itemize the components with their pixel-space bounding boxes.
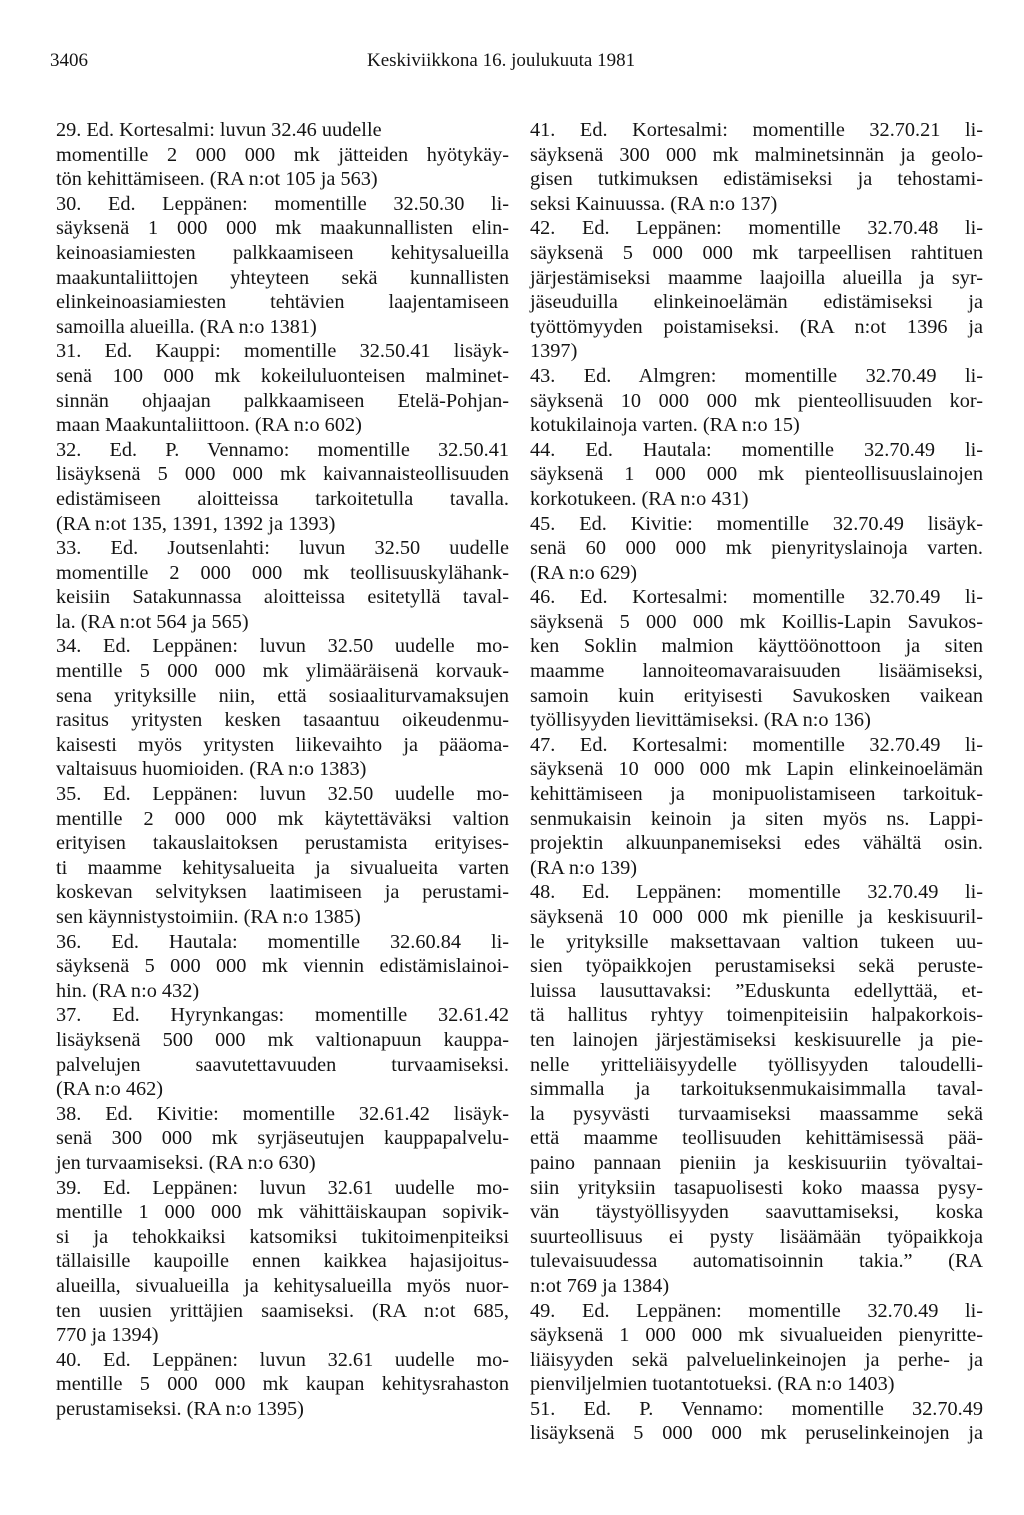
text-line: hin. (RA n:o 432) [56,979,200,1002]
motion-entry [56,536,509,634]
text-line: le yrityksille maksettavaan valtion tukeen uu- [530,930,983,953]
motion-entry [530,1299,983,1397]
motion-entry [56,634,509,782]
text-line: rasitus yritysten kesken tasaantuu oikeudenmu- [56,709,509,732]
text-line: 31. Ed. Kauppi: momentille 32.50.41 lisäyk- [56,340,509,363]
text-line: 40. Ed. Leppänen: luvun 32.61 uudelle mo- [56,1348,509,1371]
text-line: 36. Ed. Hautala: momentille 32.60.84 li- [56,930,509,953]
text-line: alueilla, sivualueilla ja kehitysalueilla myös nuor- [56,1274,509,1297]
text-line: työttömyyden poistamiseksi. (RA n:ot 1396 ja [530,315,983,338]
text-line: säyksenä 1 000 000 mk sivualueiden pienyritte- [530,1324,983,1347]
text-line: palvelujen saavutettavuuden turvaamiseksi. [56,1053,509,1076]
text-line: lisäyksenä 5 000 000 mk kaivannaisteollisuuden [56,463,509,486]
motion-entry [56,1348,509,1422]
text-line: la pysyvästi turvaamiseksi maassamme sekä [530,1102,983,1125]
text-line: valtaisuus huomioiden. (RA n:o 1383) [56,758,367,781]
text-line: samoin kuin erityisesti Savukosken vaikean [530,684,983,707]
text-line: säyksenä 5 000 000 mk viennin edistämislainoi- [56,955,509,978]
text-line: ti maamme kehitysalueita ja sivualueita varten [56,856,509,879]
text-line: suurteollisuus ei pysty lisäämään työpaikkoja [530,1225,983,1248]
text-line: tä hallitus ryhtyy toimenpiteisiin halpakorkois- [530,1004,983,1027]
motion-entry [530,585,983,733]
text-line: säyksenä 1 000 000 mk maakunnallisten elin- [56,217,509,240]
text-line: senmukaisin keinoin ja siten myös ns. Lappi- [530,807,983,830]
text-line: työllisyyden lievittämiseksi. (RA n:o 136) [530,709,871,732]
text-line: n:ot 769 ja 1384) [530,1274,670,1297]
text-line: (RA n:o 139) [530,856,638,879]
text-line: lisäyksenä 500 000 mk valtionapuun kauppa- [56,1028,509,1051]
text-line: si ja tehokkaiksi katsomiksi tukitoimenpiteiksi [56,1225,509,1248]
text-line: 45. Ed. Kivitie: momentille 32.70.49 lisäyk- [530,512,983,535]
motion-entry [56,192,509,340]
text-line: säyksenä 5 000 000 mk tarpeellisen rahtituen [530,241,983,264]
text-line: järjestämiseksi maamme laajoilla alueilla ja syr- [530,266,983,289]
motion-entry [56,339,509,437]
motion-entry [530,364,983,438]
text-line: samoilla alueilla. (RA n:o 1381) [56,315,317,338]
text-line: tön kehittämiseen. (RA n:ot 105 ja 563) [56,168,378,191]
text-line: sen käynnistystoimiin. (RA n:o 1385) [56,906,361,928]
text-line: säyksenä 300 000 mk malminetsinnän ja geolo- [530,143,983,166]
text-line: 48. Ed. Leppänen: momentille 32.70.49 li- [530,881,983,904]
text-line: että maamme teollisuuden kehittämisessä pää- [530,1127,983,1150]
text-line: nelle yritteliäisyydelle työllisyyden taloudelli- [530,1053,983,1076]
text-line: säyksenä 10 000 000 mk pienille ja keskisuuril- [530,906,983,928]
text-line: lisäyksenä 5 000 000 mk peruselinkeinojen ja [530,1422,983,1445]
text-line: seksi Kainuussa. (RA n:o 137) [530,192,778,215]
text-line: la. (RA n:ot 564 ja 565) [56,610,249,633]
text-line: 1397) [530,340,578,363]
text-line: koskevan selvityksen laatimiseen ja perustami- [56,881,509,904]
text-line: senä 300 000 mk syrjäseutujen kauppapalvelu- [56,1127,509,1150]
text-line: tulevaisuudessa automatisoinnin takia.” (RA [530,1250,983,1273]
text-line: kehittämiseen ja monipuolistamiseen tarkoituk- [530,783,983,806]
text-line: liäisyyden sekä palveluelinkeinojen ja perhe- ja [530,1348,983,1371]
text-line: maamme lannoiteomavaraisuuden lisäämiseksi, [530,660,983,683]
text-line: 43. Ed. Almgren: momentille 32.70.49 li- [530,364,983,387]
text-line: korkotukeen. (RA n:o 431) [530,487,749,510]
text-line: 38. Ed. Kivitie: momentille 32.61.42 lisäyk- [56,1102,509,1125]
motion-entry [530,880,983,1298]
text-line: mentille 1 000 000 mk vähittäiskaupan sopivik- [56,1201,509,1224]
motion-entry [56,438,509,536]
text-line: säyksenä 10 000 000 mk pienteollisuuden kor- [530,389,983,412]
text-line: ten uusien yrittäjien saamiseksi. (RA n:ot 685, [56,1299,509,1322]
text-line: 34. Ed. Leppänen: luvun 32.50 uudelle mo- [56,635,509,658]
text-line: mentille 5 000 000 mk ylimääräisenä korvauk- [56,660,509,683]
text-line: 42. Ed. Leppänen: momentille 32.70.48 li- [530,217,983,240]
text-line: kotukilainoja varten. (RA n:o 15) [530,414,800,437]
text-line: perustamiseksi. (RA n:o 1395) [56,1397,304,1420]
text-line: kaisesti myös yritysten liikevaihto ja pääoma- [56,733,509,756]
text-line: mentille 2 000 000 mk käytettäväksi valtion [56,807,509,830]
text-line: edistämiseen aloitteissa tarkoitetulla tavalla. [56,487,509,510]
motion-entry [56,782,509,930]
text-line: 33. Ed. Joutsenlahti: luvun 32.50 uudelle [56,537,509,560]
text-line: keisiin Satakunnassa aloitteissa esitetyllä taval- [56,586,509,609]
text-line: erityisen takauslaitoksen perustamista erityises- [56,832,509,855]
text-line: ten lainojen järjestämiseksi keskisuurelle ja pie- [530,1028,983,1051]
text-line: 41. Ed. Kortesalmi: momentille 32.70.21 li- [530,119,983,141]
running-title: Keskiviikkona 16. joulukuuta 1981 [367,50,636,71]
text-line: jäseuduilla elinkeinoelämän edistämiseksi ja [530,291,983,314]
text-line: säyksenä 1 000 000 mk pienteollisuuslainojen [530,463,983,486]
text-line: vän täystyöllisyyden saavuttamiseksi, koska [530,1201,983,1224]
text-line: tällaisille kaupoille ennen kaikkea hajasijoitus- [56,1250,509,1273]
text-line: momentille 2 000 000 mk teollisuuskylähank- [56,561,509,584]
motion-entry [56,1176,509,1348]
right-column [530,118,983,1446]
text-line: (RA n:o 462) [56,1078,164,1101]
text-line: 39. Ed. Leppänen: luvun 32.61 uudelle mo- [56,1176,509,1199]
text-line: sinnän ohjaajan palkkaamiseen Etelä-Pohjan- [56,389,509,412]
text-line: pienviljelmien tuotantotueksi. (RA n:o 1403) [530,1373,895,1396]
text-line: senä 60 000 000 mk pienyrityslainoja varten. [530,537,983,560]
text-line: luissa lausuttavaksi: ”Eduskunta edellyttää, et- [530,979,983,1002]
text-line: paino pannaan pieniin ja keskisuuriin työvaltai- [530,1151,983,1174]
text-line: elinkeinoasiamiesten tehtävien laajentamiseen [56,291,509,314]
text-line: sien työpaikkojen perustamiseksi sekä peruste- [530,955,983,978]
motion-entry [530,216,983,364]
text-line: 35. Ed. Leppänen: luvun 32.50 uudelle mo- [56,783,509,806]
text-line: 46. Ed. Kortesalmi: momentille 32.70.49 li- [530,586,983,609]
text-line: 37. Ed. Hyrynkangas: momentille 32.61.42 [56,1004,509,1027]
text-line: 32. Ed. P. Vennamo: momentille 32.50.41 [56,438,509,461]
text-line: mentille 5 000 000 mk kaupan kehitysrahaston [56,1373,509,1396]
text-line: 49. Ed. Leppänen: momentille 32.70.49 li- [530,1299,983,1322]
text-line: maan Maakuntaliittoon. (RA n:o 602) [56,414,362,437]
motion-entry [530,1397,983,1446]
text-line: 770 ja 1394) [56,1324,159,1347]
text-line: sena yrityksille niin, että sosiaaliturvamaksujen [56,684,509,707]
motion-entry [56,1003,509,1101]
text-line: säyksenä 10 000 000 mk Lapin elinkeinoelämän [530,758,983,781]
motion-entry [530,733,983,881]
text-line: 51. Ed. P. Vennamo: momentille 32.70.49 [530,1397,983,1420]
text-line: (RA n:ot 135, 1391, 1392 ja 1393) [56,512,336,535]
text-line: senä 100 000 mk kokeiluluonteisen malminet- [56,364,509,387]
text-line: momentille 2 000 000 mk jätteiden hyötykäy- [56,143,509,166]
motion-entry [56,930,509,1004]
text-line: siin yrityksiin tasapuolisesti koko maassa pysy- [530,1176,983,1199]
motion-entry [530,118,983,216]
text-line: 44. Ed. Hautala: momentille 32.70.49 li- [530,438,983,461]
motion-entry [530,512,983,586]
page-header [50,46,980,76]
text-line: ken Soklin malmion käyttöönottoon ja siten [530,635,983,658]
text-line: säyksenä 5 000 000 mk Koillis-Lapin Savukos- [530,610,983,633]
text-line: projektin alkuunpanemiseksi edes vähältä osin. [530,832,983,855]
text-line: keinoasiamiesten palkkaamiseen kehitysalueilla [56,241,509,264]
text-line: gisen tutkimuksen edistämiseksi ja tehostami- [530,168,983,191]
text-line: jen turvaamiseksi. (RA n:o 630) [56,1151,316,1174]
motion-entry [530,438,983,512]
motion-entry [56,118,509,192]
left-column [56,118,509,1421]
motion-entry [56,1102,509,1176]
text-line: 30. Ed. Leppänen: momentille 32.50.30 li- [56,192,509,215]
text-line: 29. Ed. Kortesalmi: luvun 32.46 uudelle [56,119,382,141]
text-line: 47. Ed. Kortesalmi: momentille 32.70.49 li- [530,733,983,756]
text-line: (RA n:o 629) [530,561,638,584]
page-number: 3406 [50,50,88,71]
text-line: simmalla ja tarkoituksenmukaisimmalla taval- [530,1078,983,1101]
text-line: maakuntaliittojen yhteyteen sekä kunnallisten [56,266,509,289]
